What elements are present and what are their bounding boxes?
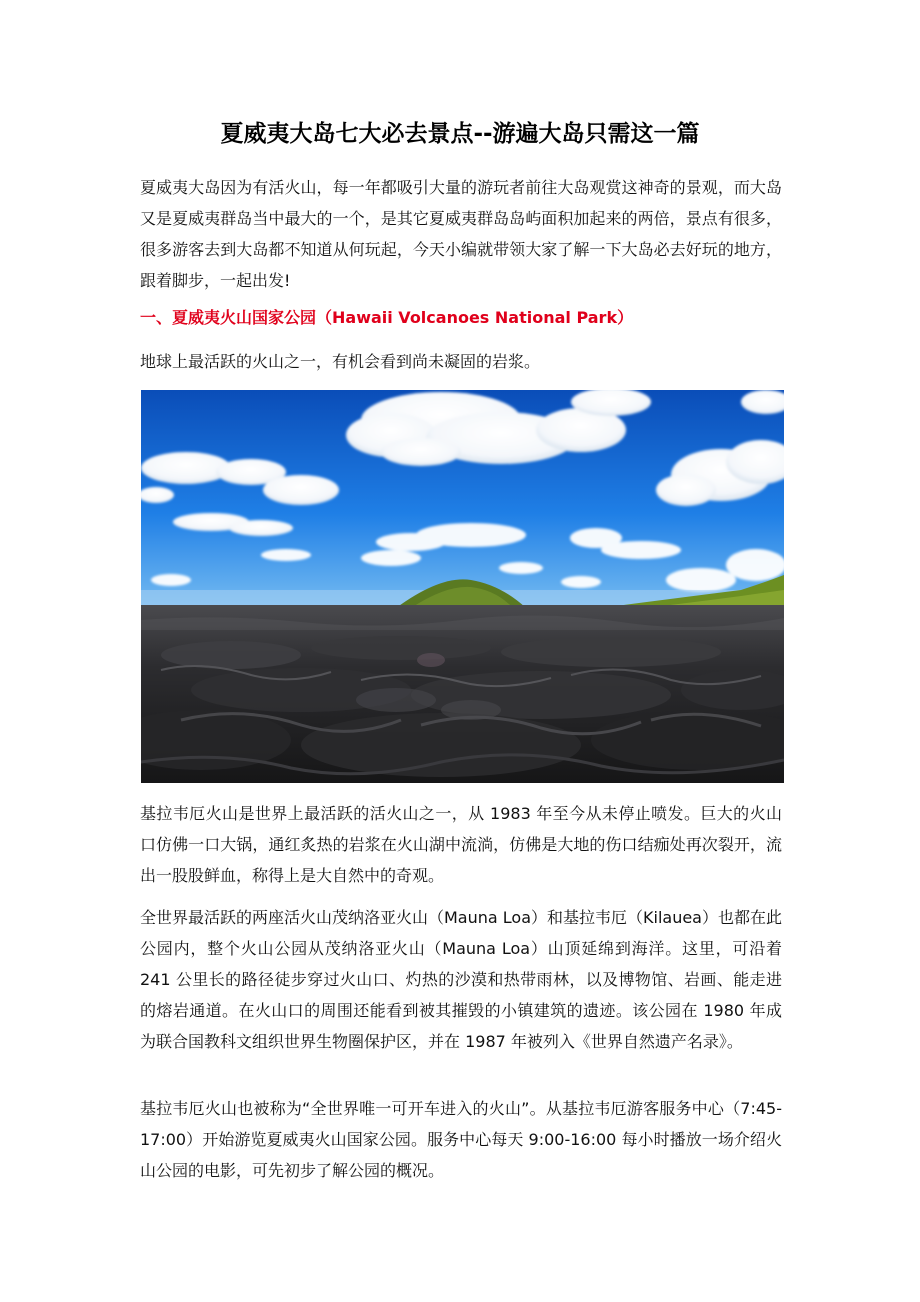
paragraph-mauna-loa: 全世界最活跃的两座活火山茂纳洛亚火山（Mauna Loa）和基拉韦厄（Kilauea）也都在此公园内，整个火山公园从茂纳洛亚火山（Mauna Loa）山顶延绵到海洋。这里，可沿着 241 公里长的路径徒步穿过火山口、灼热的沙漠和热带雨林，以及博物馆、岩画、能走进的熔岩通道。在火山口的周围还能看到被其摧毁的小镇建筑的遗迹。该公园在 1980 年成为联合国教科文组织世界生物圈保护区，并在 1987 年被列入《世界自然遗产名录》。 — [140, 908, 782, 1051]
lava-field-photo — [141, 390, 784, 783]
paragraph-kilauea: 基拉韦厄火山是世界上最活跃的活火山之一，从 1983 年至今从未停止喷发。巨大的火山口仿佛一口大锅，通红炙热的岩浆在火山湖中流淌，仿佛是大地的伤口结痂处再次裂开，流出一股股鲜血，称得上是大自然中的奇观。 — [140, 804, 782, 885]
document-title: 夏威夷大岛七大必去景点--游遍大岛只需这一篇 — [220, 121, 700, 147]
section-tagline: 地球上最活跃的火山之一，有机会看到尚未凝固的岩浆。 — [140, 352, 541, 371]
paragraph-drive-in-volcano: 基拉韦厄火山也被称为“全世界唯一可开车进入的火山”。从基拉韦厄游客服务中心（7:45-17:00）开始游览夏威夷火山国家公园。服务中心每天 9:00-16:00 每小时播放一场介绍火山公园的电影，可先初步了解公园的概况。 — [140, 1099, 782, 1180]
intro-paragraph: 夏威夷大岛因为有活火山，每一年都吸引大量的游玩者前往大岛观赏这神奇的景观，而大岛又是夏威夷群岛当中最大的一个，是其它夏威夷群岛岛屿面积加起来的两倍，景点有很多，很多游客去到大岛都不知道从何玩起，今天小编就带领大家了解一下大岛必去好玩的地方，跟着脚步，一起出发! — [140, 178, 782, 290]
section-heading-volcanoes-park: 一、夏威夷火山国家公园（Hawaii Volcanoes National Park） — [140, 308, 634, 327]
